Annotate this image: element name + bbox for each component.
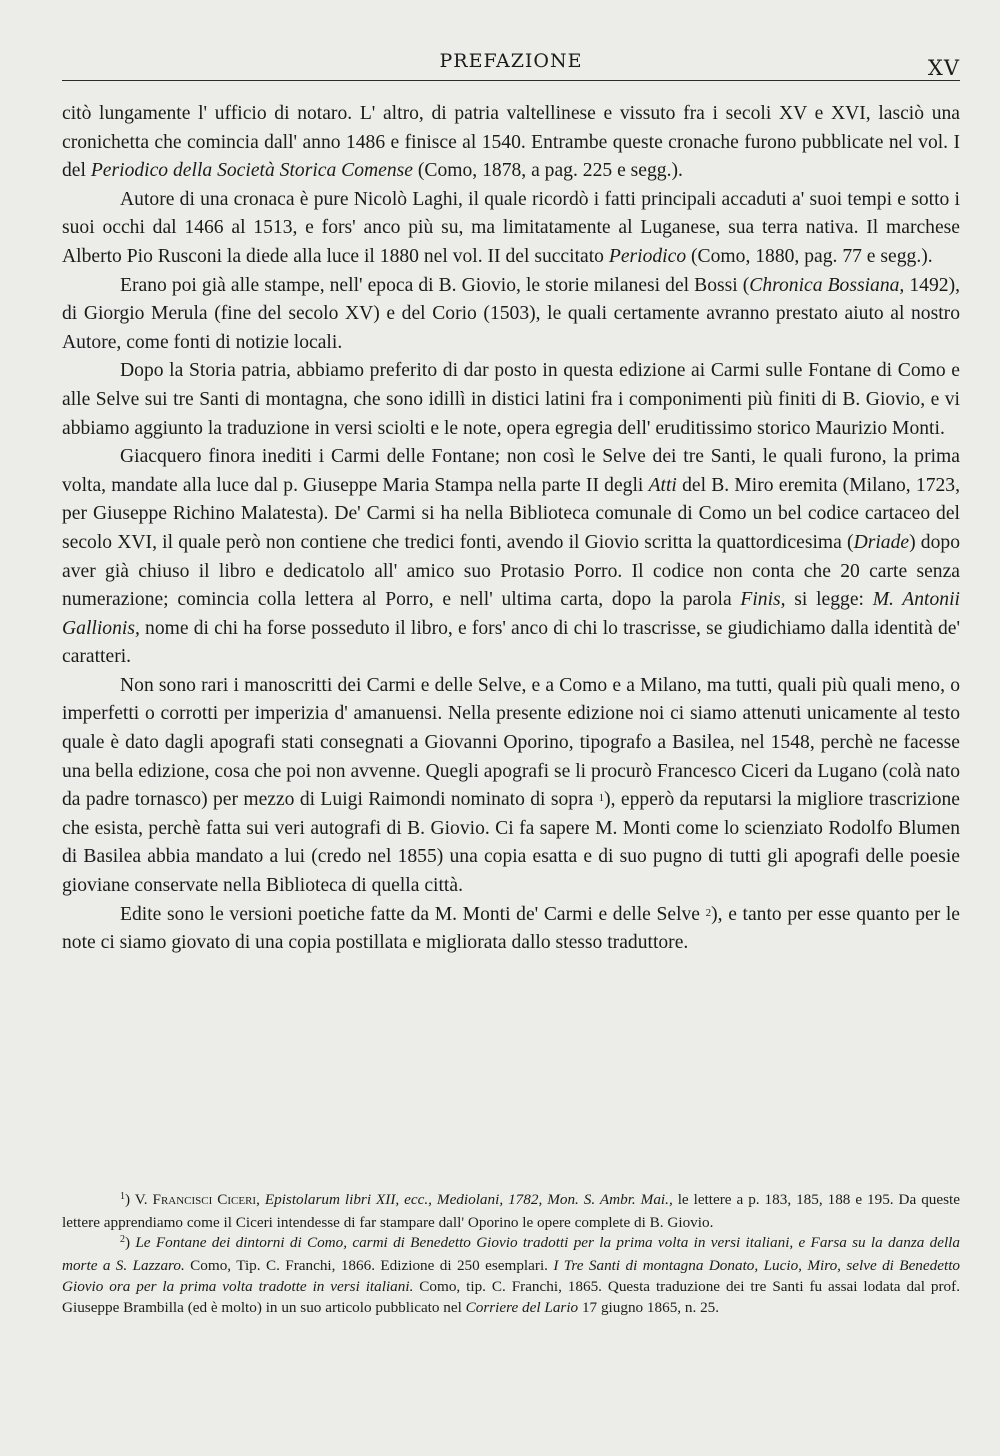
- paragraph: citò lungamente l' ufficio di notaro. L' altro, di patria valtellinese e vissuto fra i secoli XV e XVI, lasciò una cronichetta che comincia dall' anno 1486 e finisce al 1540. Entrambe queste cronache furono pubblicate nel vol. I del Periodico della Società Storica Comense (Como, 1878, a pag. 225 e segg.).: [62, 103, 960, 182]
- paragraph: Non sono rari i manoscritti dei Carmi e delle Selve, e a Como e a Milano, ma tutti, quali più quali meno, o imperfetti o corrotti per imperizia d' amanuensi. Nella presente edizione noi ci siamo attenuti unicamente al testo quale è dato dagli apografi stati consegnati a Giovanni Oporino, tipografo a Basilea, nel 1548, perchè ne facesse una bella edizione, cosa che poi non avvenne. Quegli apografi se li procurò Francesco Ciceri da Lugano (colà nato da padre tornasco) per mezzo di Luigi Raimondi nominato di sopra $^1$), epperò da reputarsi la migliore trascrizione che esista, perchè fatta sui veri autografi di B. Giovio. Ci fa sapere M. Monti come lo scienziato Rodolfo Blumen di Basilea abbia mandato a lui (credo nel 1855) una copia esatta e di suo pugno di tutti gli apografi delle poesie gioviane conservate nella Biblioteca di quella città.: [62, 674, 960, 897]
- page-number: XV: [927, 56, 960, 80]
- footnote: $^2$) Le Fontane dei dintorni di Como, carmi di Benedetto Giovio tradotti per la prima volta in versi italiani, e Farsa su la danza della morte a S. Lazzaro. Como, Tip. C. Franchi, 1866. Edizione di 250 esemplari. I Tre Santi di montagna Donato, Lucio, Miro, selve di Benedetto Giovio ora per la prima volta tradotte in versi italiani. Como, tip. C. Franchi, 1865. Questa traduzione dei tre Santi fu assai lodata dal prof. Giuseppe Brambilla (ed è molto) in un suo articolo pubblicato nel Corriere del Lario 17 giugno 1865, n. 25.: [62, 1234, 961, 1316]
- running-title: PREFAZIONE: [439, 50, 583, 72]
- paragraph: Dopo la Storia patria, abbiamo preferito di dar posto in questa edizione ai Carmi sulle Fontane di Como e alle Selve sui tre Santi di montagna, che sono idillì in distici latini fra i componimenti più finiti di B. Giovio, e vi abbiamo aggiunto la traduzione in versi sciolti e le note, opera egregia dell' eruditissimo storico Maurizio Monti.: [62, 360, 960, 439]
- body-text: [62, 100, 960, 958]
- paragraph: Edite sono le versioni poetiche fatte da M. Monti de' Carmi e delle Selve $^2$), e tanto per esse quanto per le note ci siamo giovato di una copia postillata e migliorata dallo stesso traduttore.: [62, 903, 960, 954]
- paragraph: Autore di una cronaca è pure Nicolò Laghi, il quale ricordò i fatti principali accaduti a' suoi tempi e sotto i suoi occhi dal 1466 al 1513, e fors' anco più su, ma limitatamente al Luganese, sua terra nativa. Il marchese Alberto Pio Rusconi la diede alla luce il 1880 nel vol. II del succitato Periodico (Como, 1880, pag. 77 e segg.).: [62, 188, 960, 267]
- footnote: $^1$) V. Francisci Ciceri, Epistolarum libri XII, ecc., Mediolani, 1782, Mon. S. Ambr. Mai., le lettere a p. 183, 185, 188 e 195. Da queste lettere apprendiamo come il Ciceri intendesse di far stampare dall' Oporino le opere complete di B. Giovio.: [62, 1191, 961, 1231]
- footnote-marker: 1: [598, 792, 605, 805]
- footnote-number: 1: [120, 1191, 125, 1202]
- footnote-marker: 2: [705, 906, 712, 919]
- running-head: [62, 50, 960, 80]
- header-rule: [62, 80, 960, 81]
- footnote-number: 2: [120, 1234, 125, 1246]
- paragraph: Erano poi già alle stampe, nell' epoca di B. Giovio, le storie milanesi del Bossi (Chronica Bossiana, 1492), di Giorgio Merula (fine del secolo XV) e del Corio (1503), le quali certamente avranno prestato aiuto al nostro Autore, come fonti di notizie locali.: [62, 274, 960, 353]
- paragraph: Giacquero finora inediti i Carmi delle Fontane; non così le Selve dei tre Santi, le quali furono, la prima volta, mandate alla luce dal p. Giuseppe Maria Stampa nella parte II degli Atti del B. Miro eremita (Milano, 1723, per Giuseppe Richino Malatesta). De' Carmi si ha nella Biblioteca comunale di Como un bel codice cartaceo del secolo XVI, il quale però non contiene che tredici fonti, avendo il Giovio scritta la quattordicesima (Driade) dopo aver già chiuso il libro e dedicatolo all' amico suo Protasio Porro. Il codice non conta che 20 carte senza numerazione; comincia colla lettera al Porro, e nell' ultima carta, dopo la parola Finis, si legge: M. Antonii Gallionis, nome di chi ha forse posseduto il libro, e fors' anco di chi lo trascrisse, se giudichiamo dalla identità de' caratteri.: [62, 446, 960, 668]
- footnotes: [62, 1190, 960, 1318]
